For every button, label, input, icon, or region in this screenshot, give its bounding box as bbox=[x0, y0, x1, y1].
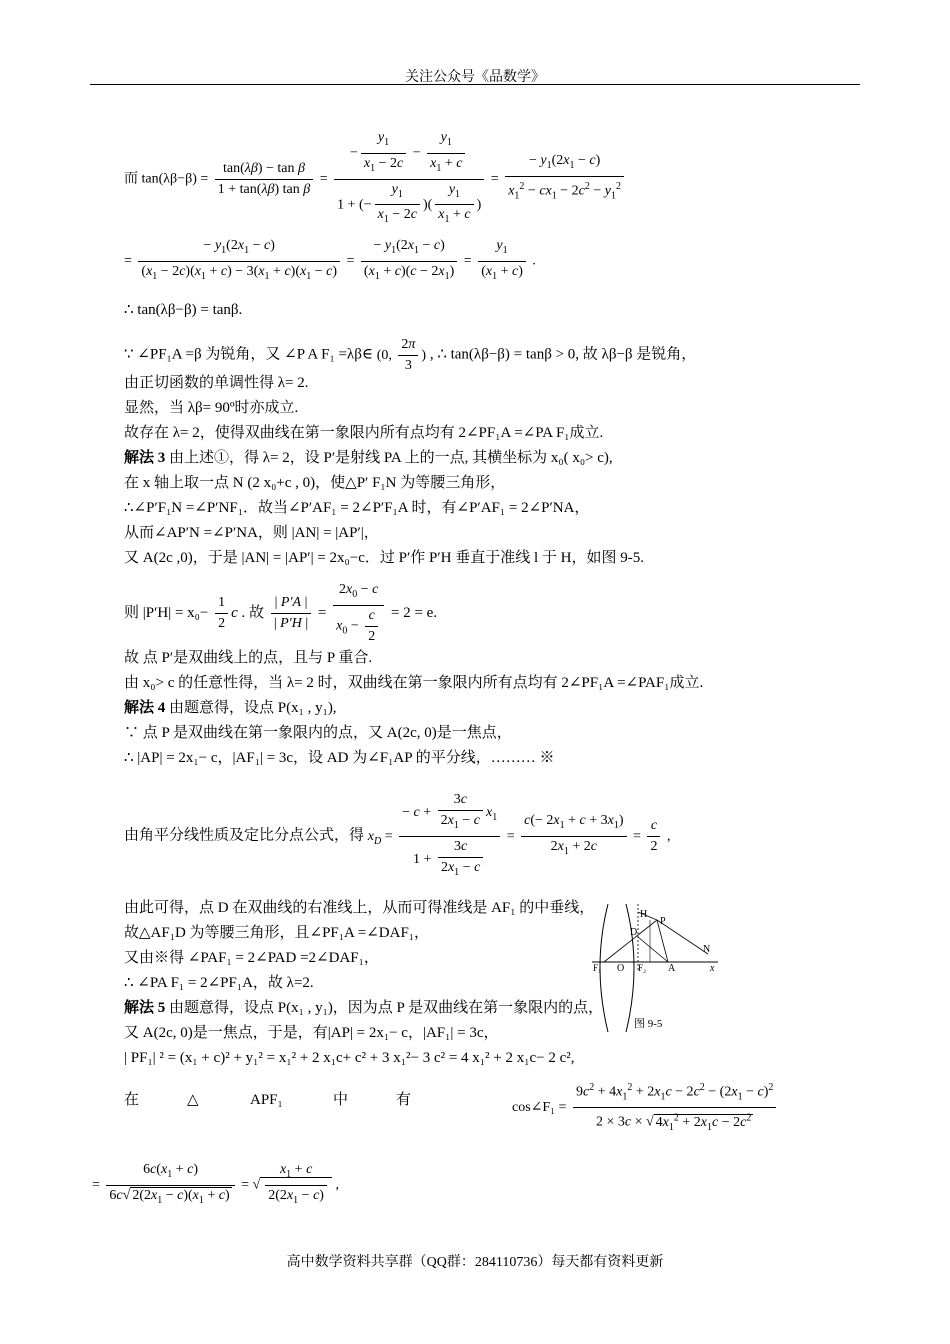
text-segment: 则 |P′H| = x₀− bbox=[124, 604, 209, 621]
formula-line-2: = $\frac{- y_1(2x_1 - c)}{(x_1 - 2c)(x_1 + c) - 3(x_1 + c)(x_1 - c)}$ = $\frac{- y_1(2x_1 - c)}{(x_1 + c)(c - 2x_1)}$ = $\frac{y_1}{(x_1 + c)}$ . bbox=[124, 238, 536, 282]
header-rule bbox=[90, 84, 860, 85]
text-line-19: 由角平分线性质及定比分点公式，得 $x_D$ = − c + $\frac{3c}{2x_1 - c}$ $x_1$ 1 + $\frac{3c}{2x_1 - c}$ = $\frac{c(- 2x_1 + c + 3x_1)}{2x_1 + 2c}$ = $\frac{c}{2}$ , bbox=[124, 792, 671, 878]
text-line: 从而∠AP′N =∠P′NA，则 |AN| = |AP′|， bbox=[124, 525, 379, 541]
text-line: ∴ |AP| = 2x₁− c，|AF₁| = 3c，设 AD 为∠F₁AP 的平分线，……… ※ bbox=[124, 750, 555, 766]
text-segment: . 故 bbox=[241, 604, 265, 621]
label-f2: F₂ bbox=[638, 963, 647, 973]
method-label: 解法 5 bbox=[124, 1000, 166, 1016]
word-e: 有 bbox=[396, 1092, 412, 1108]
text-line: ∴ ∠PA F₁ = 2∠PF₁A，故 λ=2. bbox=[124, 975, 314, 991]
text-segment: = 2 = e. bbox=[391, 604, 438, 621]
text-line: 由 x₀> c 的任意性得，当 λ= 2 时，双曲线在第一象限内所有点均有 2∠PF₁A =∠PAF₁成立. bbox=[124, 675, 704, 691]
text-line: 故△AF₁D 为等腰三角形，且∠PF₁A =∠DAF₁， bbox=[124, 925, 430, 941]
text-line: 在 x 轴上取一点 N (2 x₀+c , 0)，使△P′ F₁N 为等腰三角形， bbox=[124, 475, 506, 491]
word-c: APF₁ bbox=[250, 1092, 283, 1108]
text-line-16 bbox=[124, 698, 337, 718]
page-footer: 高中数学资料共享群（QQ群：284110736）每天都有资料更新 bbox=[286, 1255, 664, 1270]
text-line: 故 点 P′是双曲线上的点，且与 P 重合. bbox=[124, 650, 373, 666]
cos-formula: cos∠F₁ = $\frac{9c^2 + 4x_1^2 + 2x_1c - 2c^2 - (2x_1 - c)^2}{2 \times 3c \times √ 4x_1^2 + 2x_1c - 2c^2}$ bbox=[512, 1078, 779, 1138]
text-segment: 由角平分线性质及定比分点公式，得 bbox=[124, 827, 365, 844]
figure-9-5 bbox=[590, 892, 720, 1042]
text-line-8 bbox=[124, 448, 613, 468]
formula-line-1: 而 tan(λβ−β) = $\frac{\text{tan(λβ) − tan β}}{\text{1 + tan(λβ) tan β}}$ = − $\frac{y_1}{x_1 - 2c}$ − $\frac{y_1}{x_1 + c}$ 1 + (− $\frac{y_1}{x_1 - 2c}$ )( $\frac{y_1}{x_1 + c}$ ) = $\frac{- y_1(2x_1 - c)}{x_1^2 - cx_1 - 2c^2 - y_1^2}$ bbox=[124, 128, 627, 230]
hyperbola-left-branch bbox=[600, 904, 608, 1032]
text-line: 由此可得，点 D 在双曲线的右准线上，从而可得准线是 AF₁ 的中垂线， bbox=[124, 900, 595, 916]
text-line-24 bbox=[124, 998, 603, 1018]
method-label: 解法 3 bbox=[124, 450, 166, 466]
word-d: 中 bbox=[333, 1092, 349, 1108]
method-label: 解法 4 bbox=[124, 700, 166, 716]
formula-prefix: 而 tan(λβ−β) = bbox=[124, 171, 209, 187]
cos-label: cos∠F₁ = bbox=[512, 1100, 567, 1116]
text-line: 又 A(2c ,0)，于是 |AN| = |AP′| = 2x₀−c．过 P′作 P′H 垂直于准线 l 于 H，如图 9-5. bbox=[124, 550, 644, 566]
text-line: ∴ tan(λβ−β) = tanβ. bbox=[124, 302, 243, 318]
text-line-4: ∵ ∠PF₁A =β 为锐角，又 ∠P A F₁ =λβ∈ (0, $\frac{2\pi}{3}$ ) , ∴ tan(λβ−β) = tanβ > 0, 故 λβ−β 是锐角， bbox=[124, 337, 697, 373]
text-line: 显然，当 λβ= 90º时亦成立. bbox=[124, 400, 299, 416]
hyperbola-right-branch bbox=[626, 904, 634, 1032]
label-d: D bbox=[630, 927, 638, 938]
word-a: 在 bbox=[124, 1092, 140, 1108]
text-line-13: 则 |P′H| = x₀− $\frac{1}{2}$ c . 故 $\frac{| P'A |}{| P'H |}$ = $2x_0 - c$ $x_0$ − $\frac{c}{2}$ = 2 = e. bbox=[124, 582, 438, 644]
text-line: ∴∠P′F₁N =∠P′NF₁．故当∠P′AF₁ = 2∠P′F₁A 时，有∠P′AF₁ = 2∠P′NA， bbox=[124, 500, 590, 516]
text-line: 又 A(2c, 0)是一焦点，于是，有|AP| = 2x₁− c，|AF₁| = 3c， bbox=[124, 1025, 499, 1041]
word-b: △ bbox=[187, 1092, 199, 1108]
formula-line-last: = $\frac{6c(x_1 + c)}{6c√ 2(2x_1 - c)(x_1 + c)}$ = √ $\frac{x_1 + c}{2(2x_1 - c)}$ , bbox=[92, 1162, 339, 1206]
text-line: 故存在 λ= 2，使得双曲线在第一象限内所有点均有 2∠PF₁A =∠PA F₁成立. bbox=[124, 425, 604, 441]
label-o: O bbox=[617, 963, 625, 974]
text-segment: 由上述①，得 λ= 2，设 P′是射线 PA 上的一点, 其横坐标为 x₀( x₀> c), bbox=[169, 450, 613, 466]
label-h: H bbox=[640, 909, 648, 920]
text-line: 又由※得 ∠PAF₁ = 2∠PAD =2∠DAF₁， bbox=[124, 950, 379, 966]
text-line: ∵ 点 P 是双曲线在第一象限内的点，又 A(2c, 0)是一焦点， bbox=[124, 725, 512, 741]
text-line: 由正切函数的单调性得 λ= 2. bbox=[124, 375, 309, 391]
label-n: N bbox=[703, 944, 711, 955]
text-line: | PF₁| ² = (x₁ + c)² + y₁² = x₁² + 2 x₁c+ c² + 3 x₁²− 3 c² = 4 x₁² + 2 x₁c− 2 c², bbox=[124, 1050, 575, 1066]
label-a: A bbox=[668, 963, 676, 974]
figure-caption: 图 9-5 bbox=[634, 1018, 663, 1030]
label-p: P bbox=[660, 916, 666, 927]
text-segment: ∵ ∠PF₁A =β 为锐角，又 ∠P A F₁ =λβ∈ bbox=[124, 346, 373, 363]
label-x: x bbox=[710, 963, 715, 974]
text-segment: 由题意得，设点 P(x₁ , y₁), bbox=[169, 700, 337, 716]
label-f1: F₁ bbox=[593, 963, 602, 973]
page-header: 关注公众号《品数学》 bbox=[405, 70, 545, 85]
segment-d-a bbox=[638, 937, 668, 962]
text-segment: 由题意得，设点 P(x₁ , y₁)，因为点 P 是双曲线在第一象限内的点， bbox=[169, 1000, 604, 1016]
text-segment: , ∴ tan(λβ−β) = tanβ > 0, 故 λβ−β 是锐角， bbox=[429, 346, 697, 363]
